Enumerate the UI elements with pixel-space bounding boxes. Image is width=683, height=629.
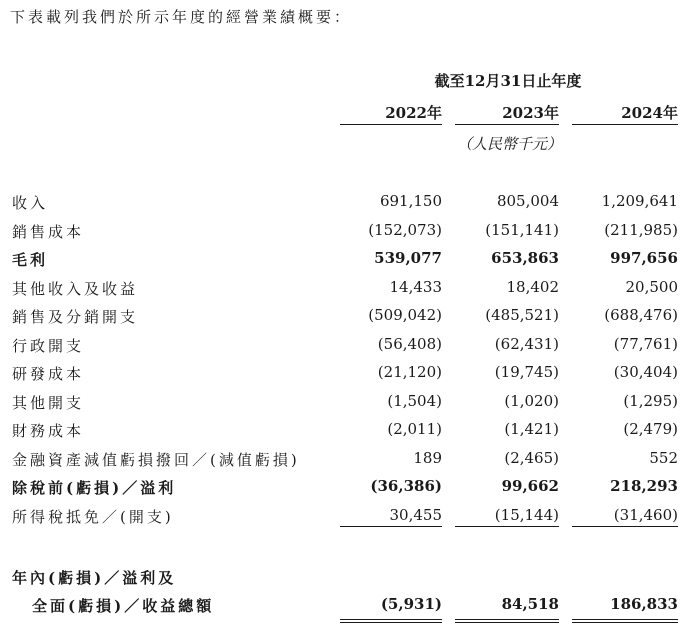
row-label: 毛利 [12, 251, 49, 269]
row-label: 除稅前(虧損)／溢利 [12, 479, 177, 497]
row-label: 金融資產減值虧損撥回／(減值虧損) [12, 451, 300, 469]
total-cell-2023: 84,518 [501, 595, 559, 613]
row-label: 其他開支 [12, 394, 85, 412]
subtotal-rule [572, 526, 678, 527]
cell-2023: 99,662 [501, 477, 559, 495]
period-header: 截至12月31日止年度 [434, 72, 582, 90]
cell-2024: 552 [649, 449, 678, 467]
cell-2023: (2,465) [504, 449, 559, 467]
row-label: 所得稅抵免／(開支) [12, 508, 174, 526]
cell-2024: (2,479) [623, 420, 678, 438]
year-header-2024: 2024年 [621, 104, 678, 122]
intro-text: 下表載列我們於所示年度的經營業績概要： [10, 8, 353, 26]
total-cell-2024: 186,833 [610, 595, 678, 613]
total-label-line1: 年內(虧損)／溢利及 [12, 569, 177, 587]
total-cell-2022: (5,931) [380, 595, 442, 613]
currency-note: （人民幣千元） [456, 135, 562, 153]
cell-2024: 997,656 [610, 249, 678, 267]
cell-2023: (15,144) [494, 506, 559, 524]
cell-2022: 14,433 [389, 278, 442, 296]
cell-2022: 189 [413, 449, 442, 467]
row-label: 收入 [12, 194, 49, 212]
row-label: 行政開支 [12, 337, 85, 355]
cell-2024: 1,209,641 [601, 192, 678, 210]
cell-2022: (509,042) [368, 306, 442, 324]
cell-2023: (1,421) [504, 420, 559, 438]
cell-2024: (77,761) [613, 335, 678, 353]
cell-2024: (1,295) [623, 392, 678, 410]
cell-2023: (62,431) [494, 335, 559, 353]
row-label: 銷售成本 [12, 223, 85, 241]
total-double-rule [572, 619, 678, 623]
total-double-rule [340, 619, 442, 623]
cell-2024: 20,500 [625, 278, 678, 296]
row-label: 其他收入及收益 [12, 280, 139, 298]
cell-2024: (688,476) [604, 306, 678, 324]
cell-2022: 691,150 [379, 192, 442, 210]
cell-2023: (1,020) [504, 392, 559, 410]
cell-2023: 805,004 [496, 192, 559, 210]
cell-2023: (19,745) [494, 363, 559, 381]
year-header-2023: 2023年 [502, 104, 559, 122]
row-label: 財務成本 [12, 422, 85, 440]
cell-2022: 30,455 [389, 506, 442, 524]
year-underline [455, 124, 559, 125]
row-label: 研發成本 [12, 365, 85, 383]
cell-2024: (30,404) [613, 363, 678, 381]
year-header-2022: 2022年 [385, 104, 442, 122]
subtotal-rule [340, 526, 442, 527]
cell-2022: 539,077 [374, 249, 442, 267]
cell-2023: 18,402 [506, 278, 559, 296]
year-underline [572, 124, 678, 125]
cell-2022: (1,504) [387, 392, 442, 410]
year-underline [340, 124, 442, 125]
cell-2023: (485,521) [485, 306, 559, 324]
row-label: 銷售及分銷開支 [12, 308, 139, 326]
cell-2022: (21,120) [377, 363, 442, 381]
subtotal-rule [455, 526, 559, 527]
cell-2022: (2,011) [387, 420, 442, 438]
cell-2023: (151,141) [485, 221, 559, 239]
cell-2022: (36,386) [370, 477, 442, 495]
total-label-line2: 全面(虧損)／收益總額 [32, 597, 215, 615]
cell-2024: (31,460) [613, 506, 678, 524]
total-double-rule [455, 619, 559, 623]
cell-2022: (152,073) [368, 221, 442, 239]
cell-2024: (211,985) [604, 221, 678, 239]
cell-2022: (56,408) [377, 335, 442, 353]
cell-2024: 218,293 [610, 477, 678, 495]
cell-2023: 653,863 [491, 249, 559, 267]
